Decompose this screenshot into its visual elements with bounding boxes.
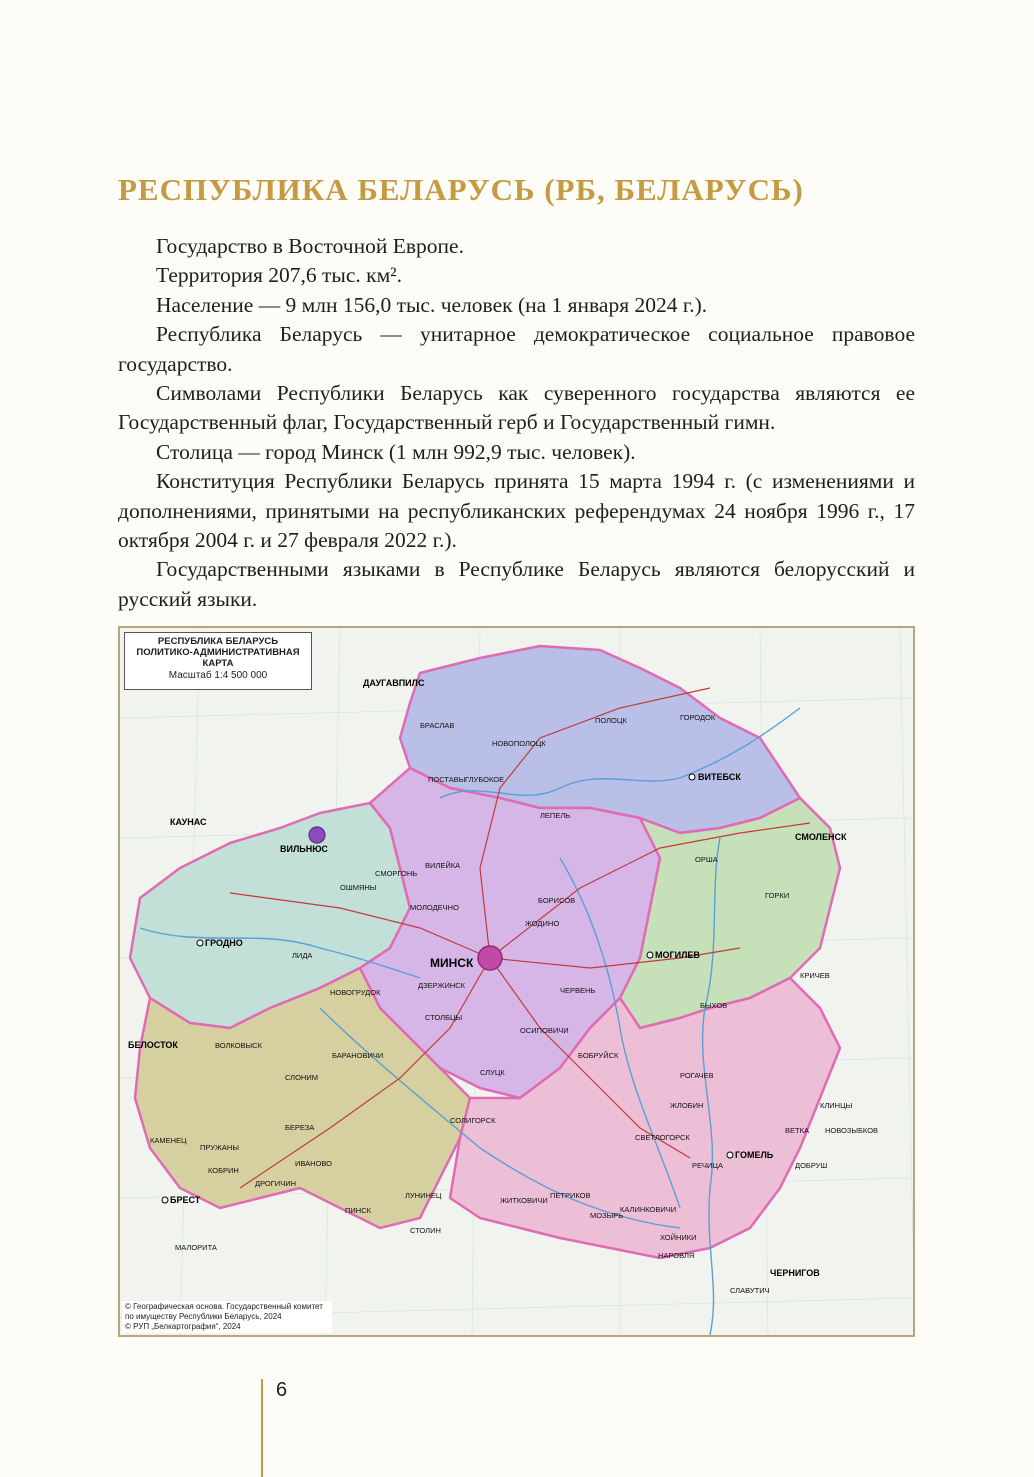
label-lida: ЛИДА	[292, 951, 313, 960]
label-luninets: ЛУНИНЕЦ	[405, 1191, 442, 1200]
label-drogichin: ДРОГИЧИН	[255, 1179, 297, 1188]
page-title: РЕСПУБЛИКА БЕЛАРУСЬ (РБ, БЕЛАРУСЬ)	[118, 172, 804, 207]
label-malorita: МАЛОРИТА	[175, 1243, 217, 1252]
legend-scale: Масштаб 1:4 500 000	[168, 670, 268, 681]
label-mogilev: МОГИЛЕВ	[655, 950, 700, 960]
label-pruzhany: ПРУЖАНЫ	[200, 1143, 239, 1152]
label-novogrudok: НОВОГРУДОК	[330, 988, 381, 997]
label-narovlya: НАРОВЛЯ	[658, 1251, 695, 1260]
paragraph: Столица — город Минск (1 млн 992,9 тыс. человек).	[156, 439, 636, 464]
label-smorgon: СМОРГОНЬ	[375, 869, 418, 878]
label-novopolotsk: НОВОПОЛОЦК	[492, 739, 546, 748]
paragraph: Государственными языками в Республике Беларусь являются белорусский и русский языки.	[118, 557, 915, 611]
label-orsha: ОРША	[695, 855, 718, 864]
label-borisov: БОРИСОВ	[538, 896, 576, 905]
minsk-city-area	[478, 946, 502, 970]
label-baranovichi: БАРАНОВИЧИ	[332, 1051, 384, 1060]
label-polotsk: ПОЛОЦК	[595, 716, 627, 725]
label-zhlobin: ЖЛОБИН	[670, 1101, 704, 1110]
label-braslav: БРАСЛАВ	[420, 721, 455, 730]
legend-line-1: РЕСПУБЛИКА БЕЛАРУСЬ	[157, 636, 279, 647]
label-soligorsk: СОЛИГОРСК	[450, 1116, 496, 1125]
label-belostok: БЕЛОСТОК	[128, 1040, 178, 1050]
label-lepel: ЛЕПЕЛЬ	[540, 811, 571, 820]
legend-line-3: КАРТА	[202, 658, 234, 669]
label-daugavpils: ДАУГАВПИЛС	[363, 678, 425, 688]
label-oshmyany: ОШМЯНЫ	[340, 883, 377, 892]
label-svetlogorsk: СВЕТЛОГОРСК	[635, 1133, 690, 1142]
label-postavy: ПОСТАВЫ	[428, 775, 466, 784]
label-slonim: СЛОНИМ	[285, 1073, 318, 1082]
label-chervent: ЧЕРВЕНЬ	[560, 986, 596, 995]
paragraph: Символами Республики Беларусь как суверенного государства являются ее Государственный флаг, Государственный герб и Государственный гимн.	[118, 381, 915, 435]
label-slutsk: СЛУЦК	[480, 1068, 505, 1077]
label-vetka: ВЕТКА	[785, 1126, 809, 1135]
label-molodechno: МОЛОДЕЧНО	[410, 903, 459, 912]
label-gorodok: ГОРОДОК	[680, 713, 716, 722]
label-kalinkovichi: КАЛИНКОВИЧИ	[620, 1205, 677, 1214]
label-zhodino: ЖОДИНО	[525, 919, 560, 928]
label-smolensk: СМОЛЕНСК	[795, 832, 847, 842]
label-kobrin: КОБРИН	[208, 1166, 239, 1175]
label-dzerzhinsk: ДЗЕРЖИНСК	[418, 981, 466, 990]
paragraph: Население — 9 млн 156,0 тыс. человек (на 1 января 2024 г.).	[156, 292, 708, 317]
label-volkovysk: ВОЛКОВЫСК	[215, 1041, 262, 1050]
label-krichev: КРИЧЕВ	[800, 971, 830, 980]
label-minsk: МИНСК	[430, 956, 474, 970]
map-copyright	[122, 1301, 332, 1333]
label-rechitsa: РЕЧИЦА	[692, 1161, 723, 1170]
label-kamenets: КАМЕНЕЦ	[150, 1136, 187, 1145]
label-stolbtsy: СТОЛБЦЫ	[425, 1013, 463, 1022]
label-chernigov: ЧЕРНИГОВ	[770, 1268, 820, 1278]
belarus-map	[118, 626, 915, 1337]
label-gorki: ГОРКИ	[765, 891, 790, 900]
body-text	[118, 232, 915, 614]
copyright-line-1: © Географическая основа. Государственный комитет	[125, 1302, 323, 1311]
label-zhitkovichi: ЖИТКОВИЧИ	[500, 1196, 548, 1205]
label-petrikov: ПЕТРИКОВ	[550, 1191, 591, 1200]
label-glubokoe: ГЛУБОКОЕ	[465, 775, 505, 784]
label-vilnius: ВИЛЬНЮС	[280, 844, 328, 854]
label-mozyr: МОЗЫРЬ	[590, 1211, 624, 1220]
label-vitebsk: ВИТЕБСК	[698, 772, 741, 782]
label-pinsk: ПИНСК	[345, 1206, 371, 1215]
paragraph: Территория 207,6 тыс. км².	[156, 263, 403, 288]
page-number: 6	[276, 1379, 288, 1401]
label-khoiniki: ХОЙНИКИ	[660, 1233, 697, 1242]
vilnius-city-area	[309, 827, 325, 843]
paragraph: Государство в Восточной Европе.	[156, 234, 464, 258]
paragraph: Республика Беларусь — унитарное демократическое социальное правовое государство.	[118, 322, 915, 376]
label-rogachev: РОГАЧЕВ	[680, 1071, 714, 1080]
legend-line-2: ПОЛИТИКО-АДМИНИСТРАТИВНАЯ	[136, 647, 300, 658]
label-slavutich: СЛАВУТИЧ	[730, 1286, 770, 1295]
label-stolin: СТОЛИН	[410, 1226, 441, 1235]
label-kaunas: КАУНАС	[170, 817, 207, 827]
label-osipovichi: ОСИПОВИЧИ	[520, 1026, 569, 1035]
label-novozybkov: НОВОЗЫБКОВ	[825, 1126, 879, 1135]
copyright-line-3: © РУП „Белкартография“, 2024	[125, 1322, 241, 1331]
label-gomel: ГОМЕЛЬ	[735, 1150, 774, 1160]
label-brest: БРЕСТ	[170, 1195, 201, 1205]
label-klintsy: КЛИНЦЫ	[820, 1101, 853, 1110]
page-number-rule	[261, 1379, 263, 1477]
label-bobruisk: БОБРУЙСК	[578, 1051, 619, 1060]
label-bykhov: БЫХОВ	[700, 1001, 728, 1010]
label-grodno: ГРОДНО	[205, 938, 243, 948]
paragraph: Конституция Республики Беларусь принята 15 марта 1994 г. (с изменениями и дополнениями, принятыми на республиканских референдумах 24 ноября 1996 г., 17 октября 2004 г. и 27 февраля 2022 г.).	[118, 469, 915, 553]
label-vileyka: ВИЛЕЙКА	[425, 861, 461, 870]
copyright-line-2: по имуществу Республики Беларусь, 2024	[125, 1312, 282, 1321]
map-svg	[120, 628, 913, 1335]
label-ivanovo: ИВАНОВО	[295, 1159, 332, 1168]
map-legend	[124, 632, 312, 690]
label-berezovka: БЕРЕЗА	[285, 1123, 315, 1132]
label-dobrush: ДОБРУШ	[795, 1161, 828, 1170]
